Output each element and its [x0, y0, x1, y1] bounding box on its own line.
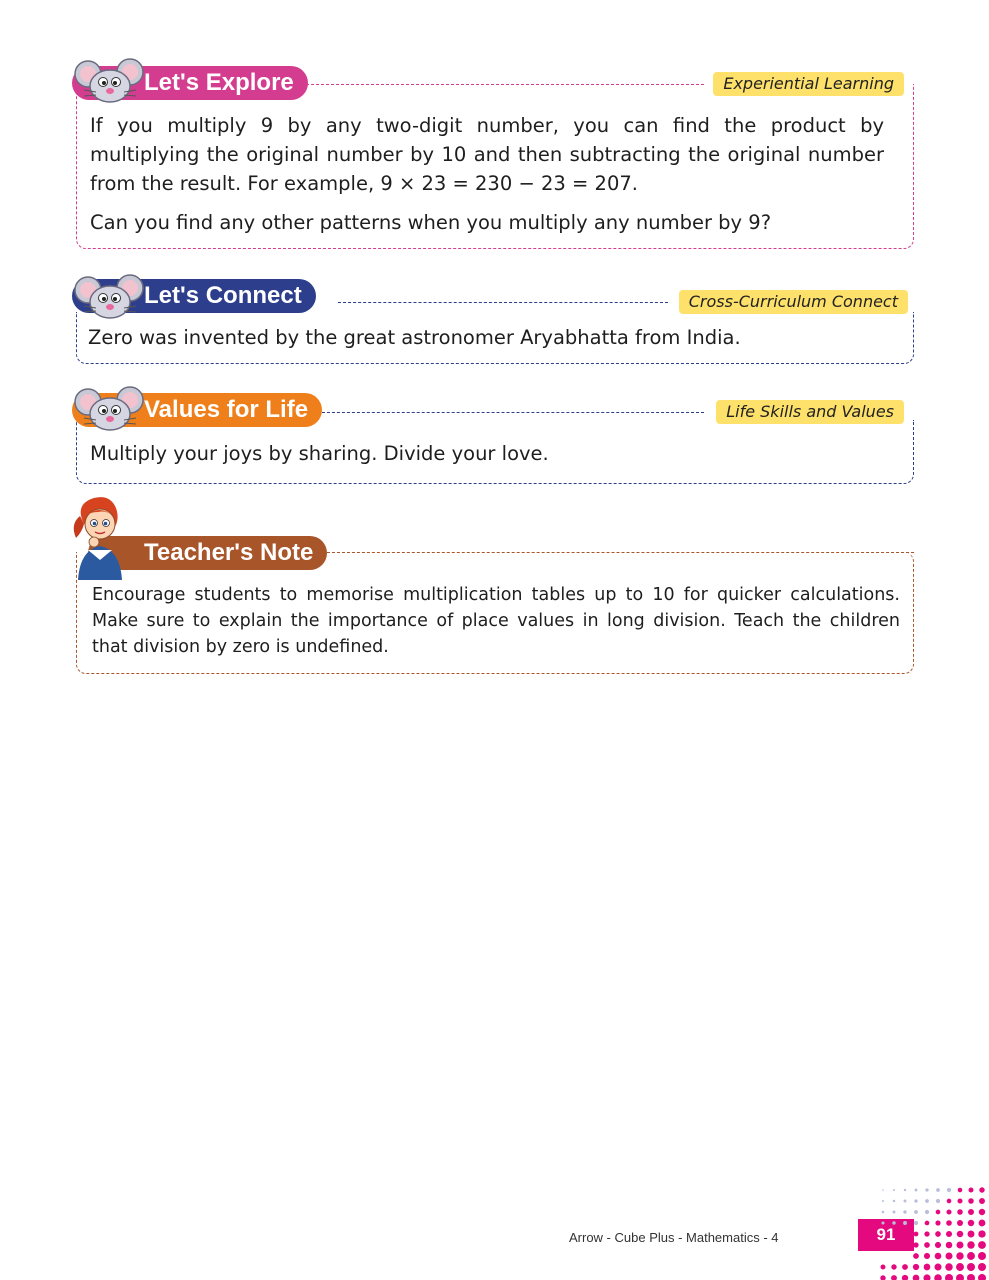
decor-dot — [956, 1263, 964, 1271]
values-body: Multiply your joys by sharing. Divide your love. — [90, 442, 549, 465]
decor-dot — [913, 1242, 918, 1247]
footer-book-title: Arrow - Cube Plus - Mathematics - 4 — [569, 1230, 779, 1245]
lets-connect-section — [76, 282, 914, 364]
decor-dot — [978, 1263, 986, 1271]
decor-dot — [882, 1211, 885, 1214]
decor-dot — [925, 1199, 929, 1203]
decor-dot — [914, 1210, 918, 1214]
decor-dot — [935, 1242, 941, 1248]
decor-dot — [915, 1189, 918, 1192]
decor-dot — [902, 1275, 908, 1280]
decor-dot — [892, 1221, 895, 1224]
decor-dot — [923, 1274, 930, 1280]
decor-dot — [893, 1200, 896, 1203]
decor-dot — [968, 1187, 973, 1192]
decor-dot — [925, 1221, 930, 1226]
mouse-mascot-icon — [74, 274, 146, 320]
decor-dot — [979, 1187, 984, 1192]
decor-dot — [880, 1275, 885, 1280]
decor-dot — [978, 1252, 986, 1260]
decor-dot — [957, 1209, 963, 1215]
decor-dot — [913, 1264, 919, 1270]
decor-dot — [924, 1264, 931, 1271]
decor-dot — [934, 1263, 941, 1270]
decor-dot — [947, 1199, 952, 1204]
decor-dot — [967, 1241, 974, 1248]
decor-dot — [958, 1188, 963, 1193]
connect-top-line — [338, 302, 668, 303]
decor-dot — [945, 1263, 953, 1271]
decor-dot — [882, 1189, 884, 1191]
decor-dot — [979, 1209, 985, 1215]
values-heading: Values for Life — [72, 393, 322, 427]
decor-dot — [967, 1263, 975, 1271]
decor-dot — [903, 1210, 906, 1213]
decor-dot — [946, 1209, 951, 1214]
decor-dot — [891, 1275, 897, 1280]
decor-dot — [935, 1220, 940, 1225]
decor-dot — [881, 1221, 884, 1224]
decor-dot — [913, 1275, 920, 1280]
decor-dot — [968, 1231, 975, 1238]
decor-dot — [902, 1264, 908, 1270]
teacher-body: Encourage students to memorise multiplication tables up to 10 for quicker calculations. Make sure to explain the importance of place values in long division. Teach the children that division by zero is undefined. — [92, 585, 900, 657]
decor-dot — [904, 1189, 906, 1191]
decor-dot — [945, 1274, 953, 1280]
decor-dot — [924, 1253, 930, 1259]
decor-dot — [893, 1211, 896, 1214]
decor-dot — [914, 1199, 917, 1202]
decor-dot — [967, 1252, 975, 1260]
connect-tag: Cross-Curriculum Connect — [679, 290, 908, 314]
decor-dot — [978, 1241, 986, 1249]
decor-dot — [881, 1265, 886, 1270]
page-number: 91 — [858, 1219, 914, 1251]
decor-dot — [956, 1274, 964, 1280]
decor-dot — [946, 1231, 952, 1237]
decor-dot — [978, 1274, 986, 1280]
decor-dot — [903, 1221, 907, 1225]
values-top-line — [312, 412, 704, 413]
explore-tag: Experiential Learning — [713, 72, 904, 96]
decor-dot — [957, 1198, 962, 1203]
decor-dot — [893, 1189, 895, 1191]
decor-dot — [936, 1188, 940, 1192]
decor-dot — [924, 1231, 929, 1236]
mouse-mascot-icon — [74, 58, 146, 104]
mouse-mascot-icon — [74, 386, 146, 432]
decor-dot — [978, 1230, 985, 1237]
decor-dot — [934, 1274, 942, 1280]
decor-dot — [936, 1199, 940, 1203]
decor-dot — [924, 1242, 930, 1248]
decor-dot — [957, 1242, 964, 1249]
teachers-note-section — [76, 496, 914, 674]
decor-dot — [935, 1253, 942, 1260]
decor-dot — [946, 1220, 952, 1226]
connect-heading: Let's Connect — [72, 279, 316, 313]
explore-body — [90, 111, 884, 237]
decor-dot — [957, 1231, 964, 1238]
dot-grid-decoration — [879, 1184, 989, 1280]
decor-dot — [914, 1221, 918, 1225]
decor-dot — [935, 1231, 941, 1237]
decor-dot — [946, 1242, 953, 1249]
decor-dot — [947, 1188, 951, 1192]
connect-body: Zero was invented by the great astronomer Aryabhatta from India. — [88, 326, 741, 349]
decor-dot — [914, 1232, 919, 1237]
decor-dot — [957, 1220, 963, 1226]
girl-mascot-icon — [70, 494, 134, 580]
decor-dot — [945, 1252, 952, 1259]
decor-dot — [882, 1200, 884, 1202]
explore-paragraph-1: If you multiply 9 by any two-digit number, you can find the product by multiplying the original number by 10 and then subtracting the original number from the result. For example, 9 × 23 = 230 − 23 = 207. — [90, 114, 884, 195]
values-for-life-section — [76, 394, 914, 484]
lets-explore-section — [76, 64, 914, 249]
decor-dot — [904, 1200, 907, 1203]
decor-dot — [968, 1220, 974, 1226]
decor-dot — [956, 1252, 963, 1259]
values-tag: Life Skills and Values — [716, 400, 904, 424]
decor-dot — [968, 1209, 974, 1215]
decor-dot — [936, 1210, 941, 1215]
explore-heading: Let's Explore — [72, 66, 308, 100]
decor-dot — [967, 1274, 975, 1280]
decor-dot — [979, 1198, 985, 1204]
decor-dot — [968, 1198, 973, 1203]
explore-paragraph-2: Can you find any other patterns when you multiply any number by 9? — [90, 211, 772, 234]
teacher-heading: Teacher's Note — [88, 536, 327, 570]
decor-dot — [925, 1188, 928, 1191]
decor-dot — [891, 1264, 896, 1269]
decor-dot — [979, 1220, 986, 1227]
decor-dot — [913, 1253, 919, 1259]
decor-dot — [925, 1210, 929, 1214]
